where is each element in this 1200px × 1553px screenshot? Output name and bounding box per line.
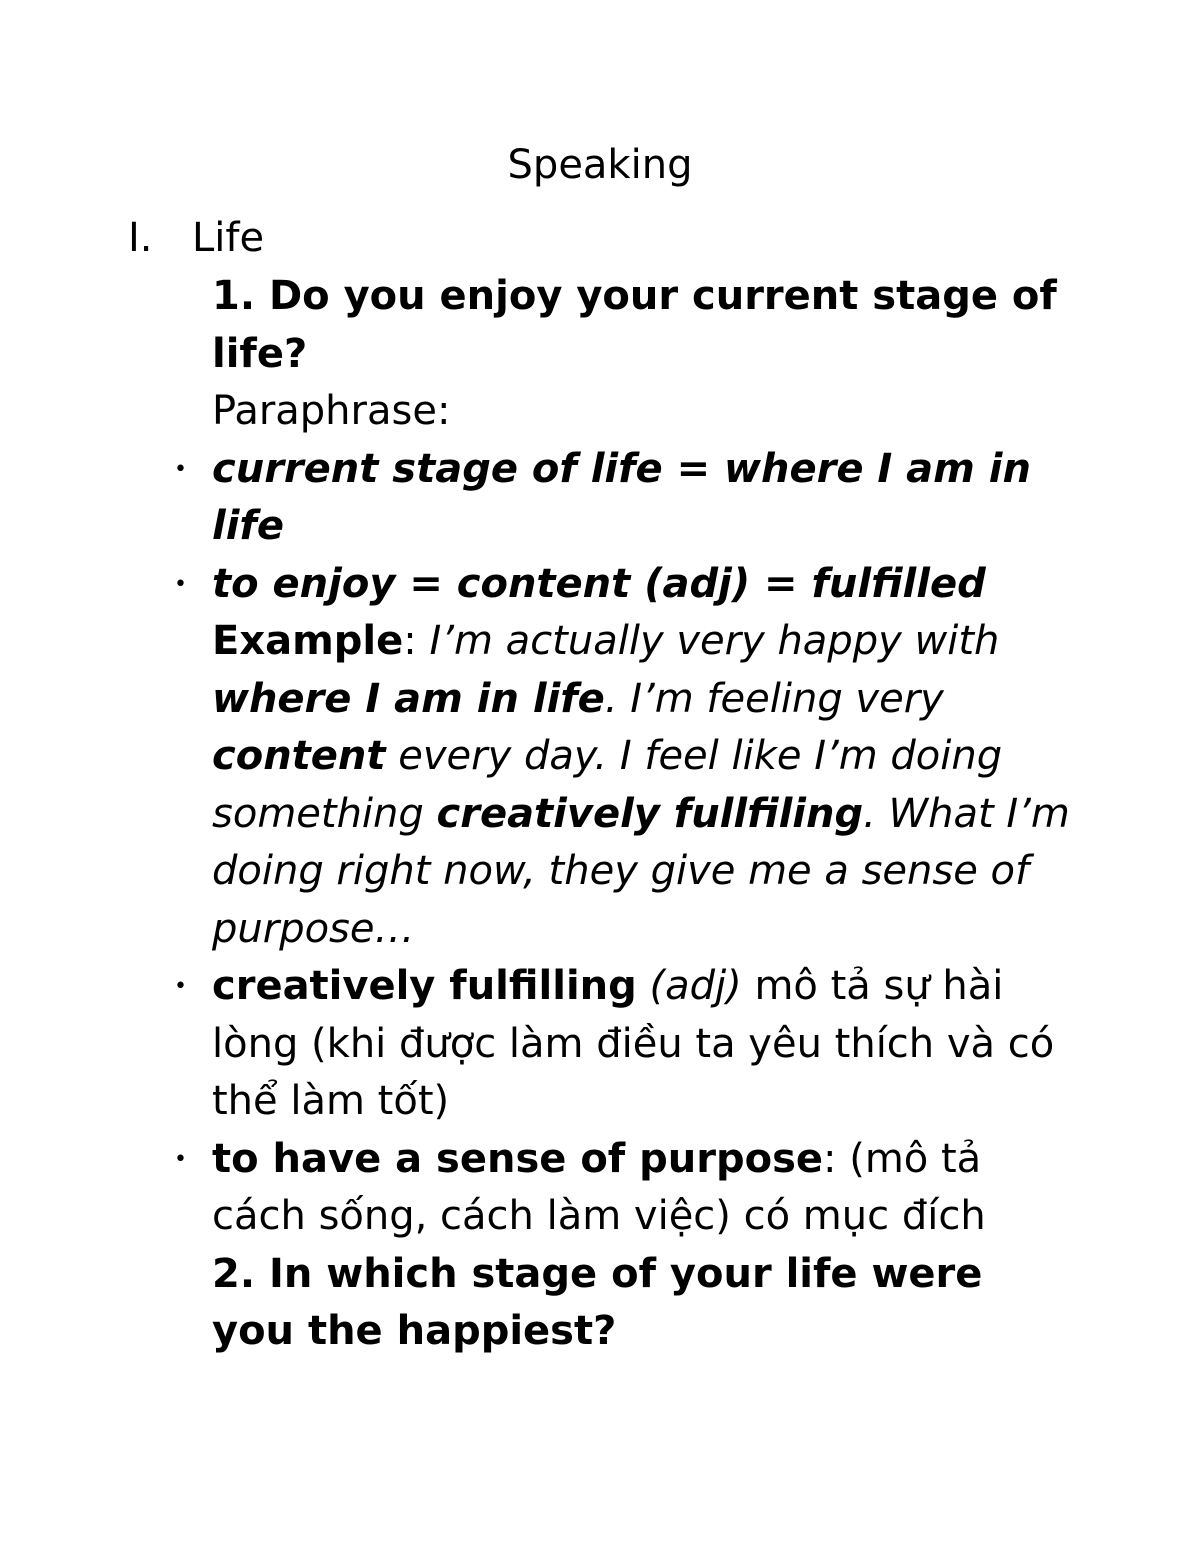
list-item [174, 441, 1072, 556]
list-item: • creatively fulfilling (adj) mô tả sự hài lòng (khi được làm điều ta yêu thích và có thể làm tốt) [212, 958, 1072, 1131]
page-title: Speaking [507, 142, 693, 188]
vocab-term: creatively fulfilling [212, 963, 637, 1009]
bullet-icon: • [174, 1146, 187, 1172]
list-item [174, 556, 1072, 614]
example-paragraph: Example: I’m actually very happy with where I am in life. I’m feeling very content every day. I feel like I’m doing something creatively fullfiling. What I’m doing right now, they give me a sense of purpose… [212, 618, 1070, 952]
bullet-icon: • [174, 456, 187, 482]
question-2: 2. In which stage of your life were you the happiest? [212, 1250, 983, 1354]
vocab-term: to have a sense of purpose [212, 1135, 824, 1182]
question-1: 1. Do you enjoy your current stage of life? [212, 273, 1057, 377]
example-label: Example [212, 618, 404, 664]
section-heading: Life [192, 215, 265, 261]
list-item: • to have a sense of purpose: (mô tả cách sống, cách làm việc) có mục đích [212, 1131, 1072, 1246]
section-content [174, 268, 1072, 1361]
paraphrase-label: Paraphrase: [212, 388, 451, 434]
bullet-icon: • [174, 974, 187, 999]
paraphrase-term: to enjoy = content (adj) = fulfilled [212, 560, 986, 607]
bullet-icon: • [174, 571, 187, 597]
paraphrase-term: current stage of life = where I am in life [212, 445, 1031, 549]
section-number: I. [128, 215, 153, 261]
